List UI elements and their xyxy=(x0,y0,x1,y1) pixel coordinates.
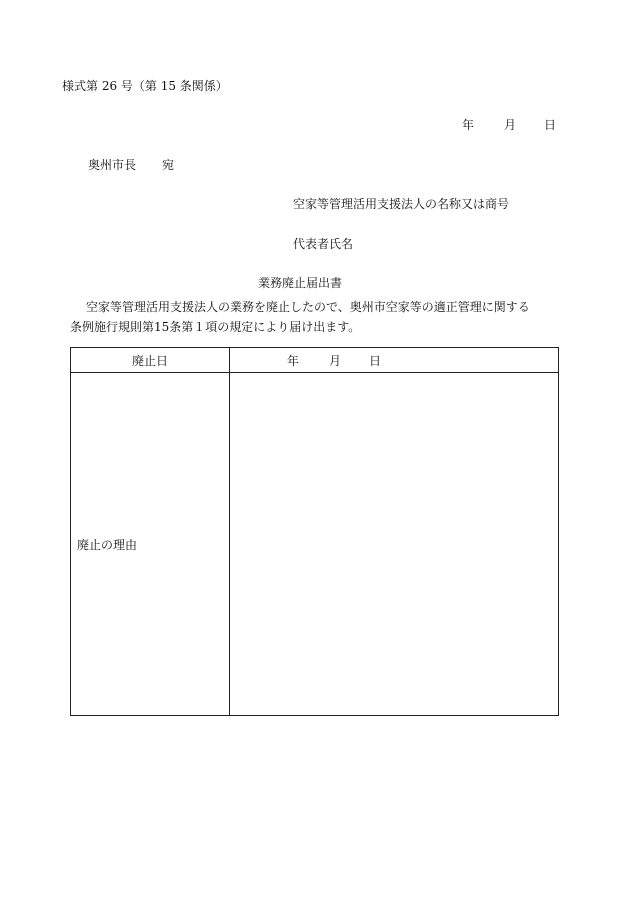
field-day-label: 日 xyxy=(369,353,382,368)
body-line-2: 条例施行規則第15条第１項の規定により届け出ます。 xyxy=(70,320,361,334)
document-title: 業務廃止届出書 xyxy=(258,276,343,290)
document-body xyxy=(70,297,570,337)
body-line-1: 空家等管理活用支援法人の業務を廃止したので、奥州市空家等の適正管理に関する xyxy=(86,300,530,314)
submission-date xyxy=(462,119,556,131)
field-year-label: 年 xyxy=(287,353,300,368)
field-month-label: 月 xyxy=(329,353,342,368)
representative-label: 代表者氏名 xyxy=(293,237,354,251)
table-row xyxy=(71,373,559,716)
form-number: 様式第 26 号（第 15 条関係） xyxy=(62,79,228,93)
table-row xyxy=(71,348,559,373)
abolition-reason-label: 廃止の理由 xyxy=(71,373,230,716)
corp-name-label: 空家等管理活用支援法人の名称又は商号 xyxy=(293,197,510,211)
form-table xyxy=(70,347,559,716)
addressee-name: 奥州市長 xyxy=(88,158,137,172)
date-day-label: 日 xyxy=(544,118,557,132)
date-year-label: 年 xyxy=(462,118,475,132)
date-month-label: 月 xyxy=(504,118,517,132)
abolition-reason-field[interactable] xyxy=(230,373,559,716)
addressee-suffix: 宛 xyxy=(162,158,175,172)
addressee xyxy=(88,159,174,171)
abolition-date-label: 廃止日 xyxy=(71,348,230,373)
abolition-date-field[interactable] xyxy=(230,348,559,373)
